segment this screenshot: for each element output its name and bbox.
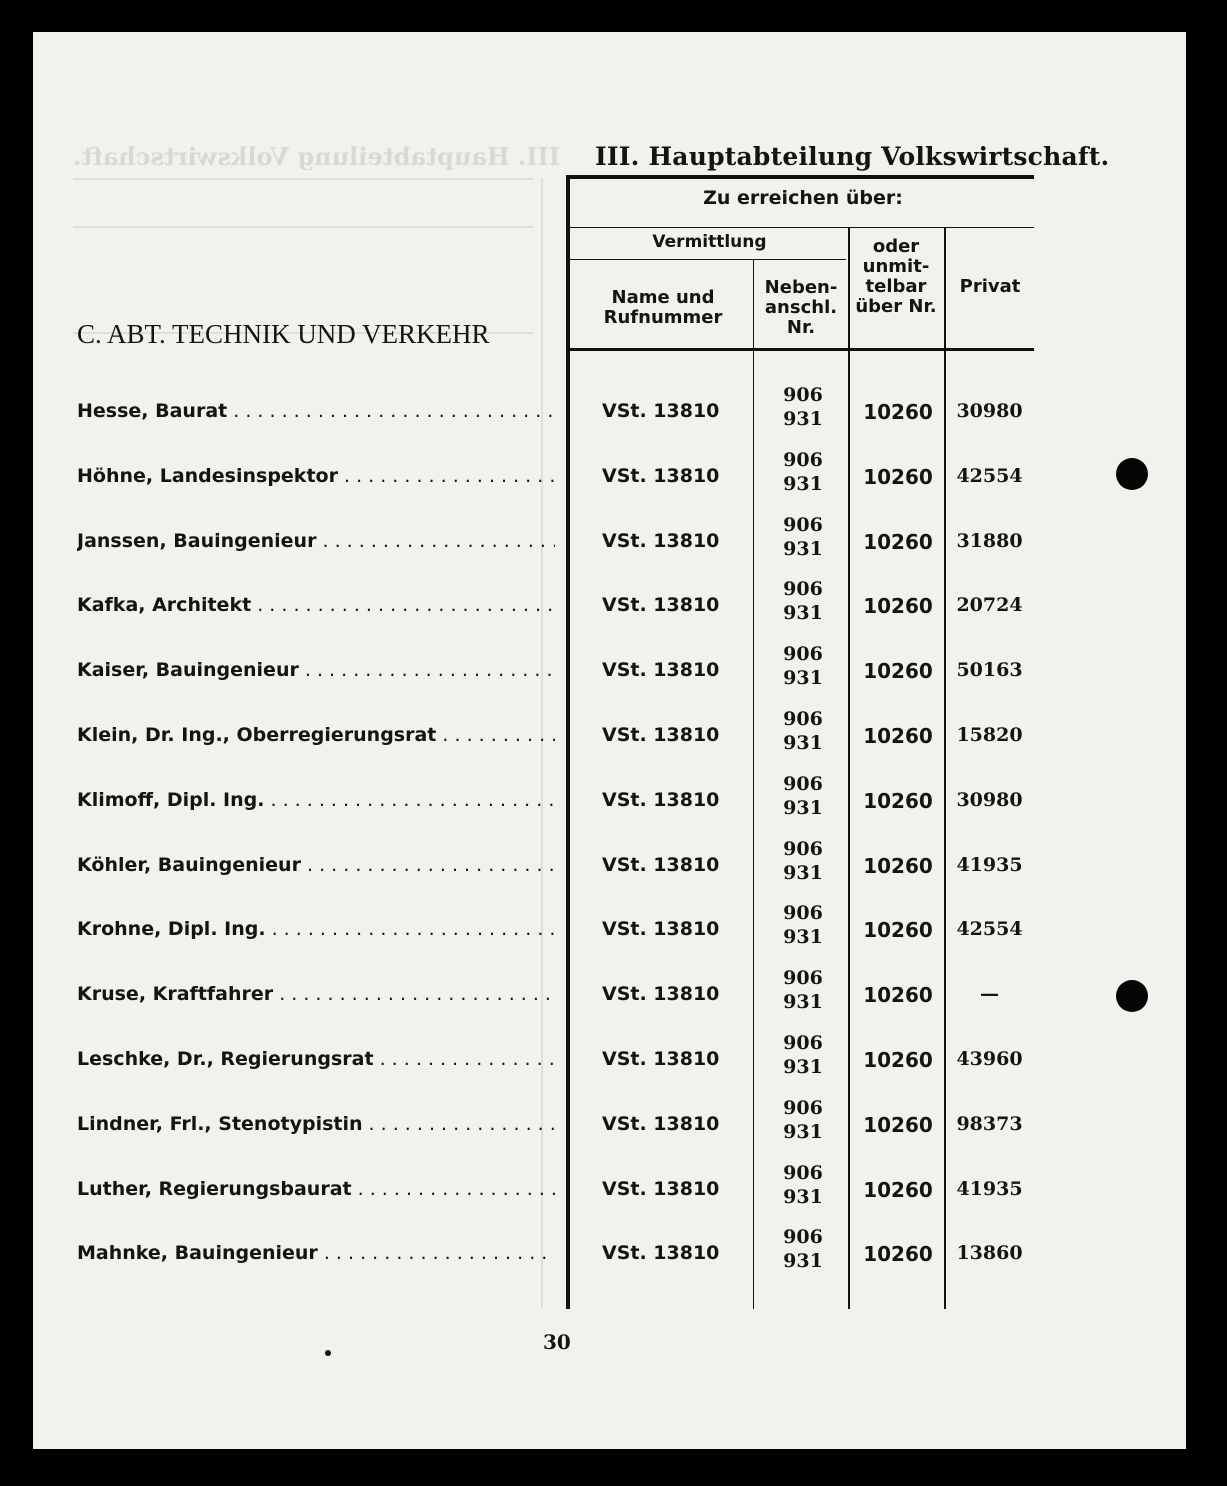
direct-header: oder unmit- telbar über Nr.	[855, 236, 937, 317]
bleed-through-rule	[73, 226, 533, 228]
table-row	[33, 643, 1186, 715]
direct-number: 10260	[863, 400, 933, 424]
direct-number: 10260	[863, 659, 933, 683]
extension-numbers: 906 931	[783, 578, 823, 624]
header-divider	[569, 227, 1034, 228]
table-row	[33, 449, 1186, 521]
table-row	[33, 1162, 1186, 1234]
exchange-number: VSt. 13810	[602, 594, 720, 616]
extension-numbers: 906 931	[783, 708, 823, 754]
direct-number: 10260	[863, 1178, 933, 1202]
direct-number: 10260	[863, 983, 933, 1007]
person-name: Kaiser, Bauingenieur . . .	[77, 659, 555, 681]
table-top-rule	[566, 175, 1034, 179]
extension-numbers: 906 931	[783, 643, 823, 689]
direct-number: 10260	[863, 530, 933, 554]
private-number: 42554	[956, 465, 1023, 487]
exchange-number: VSt. 13810	[602, 724, 720, 746]
private-number: 30980	[956, 789, 1023, 811]
extension-numbers: 906 931	[783, 902, 823, 948]
person-name: Janssen, Bauingenieur . . .	[77, 530, 555, 552]
private-number: 42554	[956, 918, 1023, 940]
extension-numbers: 906 931	[783, 384, 823, 430]
table-row	[33, 1226, 1186, 1298]
exchange-number: VSt. 13810	[602, 1242, 720, 1264]
direct-number: 10260	[863, 918, 933, 942]
private-number: 15820	[956, 724, 1023, 746]
extension-numbers: 906 931	[783, 1097, 823, 1143]
private-number: 41935	[956, 1178, 1023, 1200]
extension-numbers: 906 931	[783, 449, 823, 495]
ink-dot	[325, 1350, 331, 1356]
direct-number: 10260	[863, 724, 933, 748]
person-name: Kruse, Kraftfahrer . . .	[77, 983, 555, 1005]
header-bottom-rule	[569, 348, 1034, 351]
direct-number: 10260	[863, 594, 933, 618]
punch-hole	[1116, 980, 1148, 1012]
private-number: —	[980, 983, 999, 1005]
exchange-header: Vermittlung	[652, 232, 767, 252]
private-header: Privat	[959, 276, 1021, 297]
table-row	[33, 384, 1186, 456]
person-name: Leschke, Dr., Regierungsrat . . .	[77, 1048, 555, 1070]
private-number: 43960	[956, 1048, 1023, 1070]
table-row	[33, 838, 1186, 910]
page-heading: III. Hauptabteilung Volkswirtschaft.	[595, 142, 1110, 171]
private-number: 31880	[956, 530, 1023, 552]
exchange-number: VSt. 13810	[602, 1178, 720, 1200]
person-name: Höhne, Landesinspektor . . .	[77, 465, 555, 487]
table-row	[33, 1032, 1186, 1104]
direct-number: 10260	[863, 789, 933, 813]
direct-number: 10260	[863, 465, 933, 489]
person-name: Kafka, Architekt . . .	[77, 594, 555, 616]
person-name: Luther, Regierungsbaurat . . .	[77, 1178, 555, 1200]
reach-via-header: Zu erreichen über:	[703, 187, 903, 209]
extension-numbers: 906 931	[783, 514, 823, 560]
table-row	[33, 902, 1186, 974]
private-number: 30980	[956, 400, 1023, 422]
table-row	[33, 708, 1186, 780]
person-name: Klimoff, Dipl. Ing. . . .	[77, 789, 555, 811]
direct-number: 10260	[863, 854, 933, 878]
private-number: 13860	[956, 1242, 1023, 1264]
direct-number: 10260	[863, 1242, 933, 1266]
exchange-number: VSt. 13810	[602, 1048, 720, 1070]
table-row	[33, 514, 1186, 586]
extension-numbers: 906 931	[783, 1162, 823, 1208]
person-name: Lindner, Frl., Stenotypistin . . .	[77, 1113, 555, 1135]
exchange-number: VSt. 13810	[602, 1113, 720, 1135]
person-name: Krohne, Dipl. Ing. . . .	[77, 918, 555, 940]
private-number: 20724	[956, 594, 1023, 616]
section-title: C. ABT. TECHNIK UND VERKEHR	[77, 319, 490, 349]
punch-hole	[1116, 458, 1148, 490]
person-name: Köhler, Bauingenieur . . .	[77, 854, 555, 876]
private-number: 41935	[956, 854, 1023, 876]
direct-number: 10260	[863, 1113, 933, 1137]
exchange-number: VSt. 13810	[602, 854, 720, 876]
person-name: Mahnke, Bauingenieur . . .	[77, 1242, 555, 1264]
private-number: 50163	[956, 659, 1023, 681]
table-row	[33, 773, 1186, 845]
name-number-header: Name und Rufnummer	[603, 287, 723, 328]
exchange-number: VSt. 13810	[602, 789, 720, 811]
bleed-through-rule	[73, 178, 533, 180]
person-name: Klein, Dr. Ing., Oberregierungsrat . . .	[77, 724, 555, 746]
table-row	[33, 967, 1186, 1039]
exchange-number: VSt. 13810	[602, 659, 720, 681]
exchange-number: VSt. 13810	[602, 983, 720, 1005]
table-row	[33, 1097, 1186, 1169]
bleed-through-heading: III. Hauptabteilung Volkswirtschaft.	[73, 142, 560, 171]
extension-numbers: 906 931	[783, 773, 823, 819]
exchange-number: VSt. 13810	[602, 530, 720, 552]
exchange-divider	[569, 259, 846, 260]
page-number: 30	[543, 1330, 571, 1354]
extension-numbers: 906 931	[783, 1226, 823, 1272]
exchange-number: VSt. 13810	[602, 918, 720, 940]
private-number: 98373	[956, 1113, 1023, 1135]
extension-header: Neben- anschl. Nr.	[764, 277, 838, 338]
exchange-number: VSt. 13810	[602, 400, 720, 422]
document-page	[33, 32, 1186, 1449]
person-name: Hesse, Baurat . . .	[77, 400, 555, 422]
extension-numbers: 906 931	[783, 967, 823, 1013]
extension-numbers: 906 931	[783, 1032, 823, 1078]
exchange-number: VSt. 13810	[602, 465, 720, 487]
table-row	[33, 578, 1186, 650]
extension-numbers: 906 931	[783, 838, 823, 884]
direct-number: 10260	[863, 1048, 933, 1072]
